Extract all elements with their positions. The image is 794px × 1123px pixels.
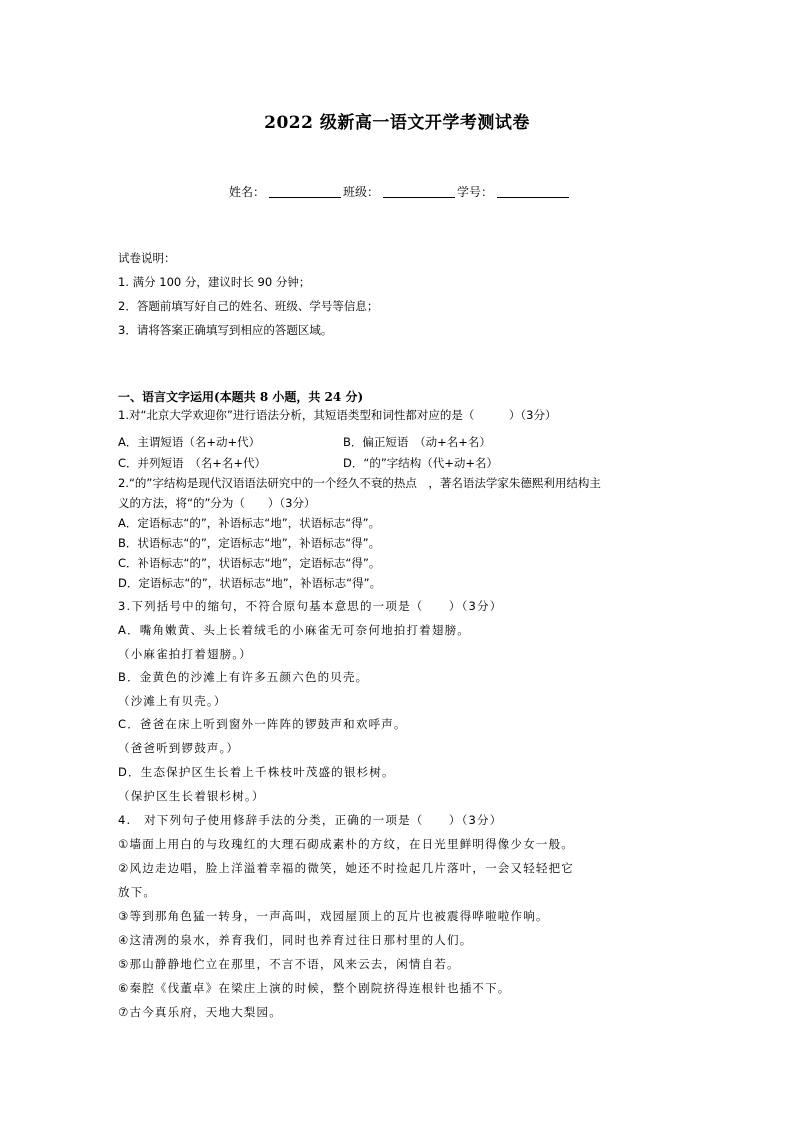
q1-option-d: D．“的”字结构（代+动+名） <box>343 456 499 470</box>
q2-stem-line1: 2.“的”字结构是现代汉语语法研究中的一个经久不衰的热点 ，著名语法学家朱德熙利用结构主 <box>118 476 601 490</box>
q3-option-d: D．生态保护区生长着上千株枝叶茂盛的银杉树。 <box>118 765 395 779</box>
q2-option-a: A．定语标志“的”，补语标志“地”，状语标志“得”。 <box>118 516 381 530</box>
class-label: 班级： <box>343 185 380 199</box>
note-item: 1. 满分 100 分，建议时长 90 分钟； <box>118 275 311 289</box>
note-item: 3．请将答案正确填写到相应的答题区域。 <box>118 323 333 337</box>
notes-heading: 试卷说明： <box>118 251 176 265</box>
student-info-line <box>229 183 571 200</box>
q4-sentence-1: ①墙面上用白的与玫瑰红的大理石砌成素朴的方纹，在日光里鲜明得像少女一般。 <box>118 837 575 851</box>
q3-option-c: C．爸爸在床上听到窗外一阵阵的锣鼓声和欢呼声。 <box>118 717 407 731</box>
q3-option-d-shortened: （保护区生长着银杉树。） <box>118 789 265 803</box>
exam-title: 2022 级新高一语文开学考测试卷 <box>264 113 530 133</box>
q2-option-d: D．定语标志“的”，状语标志“地”，补语标志“得”。 <box>118 576 382 590</box>
id-blank[interactable] <box>497 185 569 198</box>
q4-sentence-4: ④这清冽的泉水，养育我们，同时也养育过往日那村里的人们。 <box>118 933 473 947</box>
id-label: 学号： <box>457 185 494 199</box>
q1-option-a: A．主谓短语（名+动+代） <box>118 435 261 449</box>
q4-stem: 4. 对下列句子使用修辞手法的分类，正确的一项是（ ）（3分） <box>118 813 503 827</box>
q4-sentence-3: ③等到那角色猛一转身，一声高叫，戏园屋顶上的瓦片也被震得哗啦啦作响。 <box>118 909 549 923</box>
q2-option-b: B．状语标志“的”，定语标志“地”，补语标志“得”。 <box>118 536 381 550</box>
q2-option-c: C．补语标志“的”，状语标志“地”，定语标志“得”。 <box>118 556 381 570</box>
q3-option-a: A．嘴角嫩黄、头上长着绒毛的小麻雀无可奈何地拍打着翅膀。 <box>118 623 470 637</box>
q3-option-c-shortened: （爸爸听到锣鼓声。） <box>118 741 240 755</box>
q4-sentence-7: ⑦古今真乐府，天地大梨园。 <box>118 1005 282 1019</box>
q2-stem-line2: 义的方法，将“的”分为（ ）（3分） <box>118 496 316 510</box>
q3-stem: 3.下列括号中的缩句，不符合原句基本意思的一项是（ ）（3分） <box>118 599 503 613</box>
note-item: 2．答题前填写好自己的姓名、班级、学号等信息； <box>118 299 379 313</box>
q4-sentence-6: ⑥秦腔《伐董卓》在梁庄上演的时候，整个剧院挤得连根针也插不下。 <box>118 981 511 995</box>
q1-option-c: C．并列短语 （名+名+代） <box>118 456 267 470</box>
q3-option-b-shortened: （沙滩上有贝壳。） <box>118 694 227 708</box>
q4-sentence-2: ②风边走边唱，脸上洋溢着幸福的微笑，她还不时捡起几片落叶，一会又轻轻把它 <box>118 861 575 875</box>
name-label: 姓名： <box>229 185 266 199</box>
section-title: 一、语言文字运用(本题共 8 小题，共 24 分) <box>118 390 364 404</box>
q4-sentence-2-cont: 放下。 <box>118 885 157 899</box>
name-blank[interactable] <box>269 185 341 198</box>
q1-option-b: B．偏正短语 （动+名+名） <box>343 435 491 449</box>
q1-stem: 1.对“北京大学欢迎你”进行语法分析，其短语类型和词性都对应的是（ ）（3分） <box>118 408 557 422</box>
q3-option-a-shortened: （小麻雀拍打着翅膀。） <box>118 647 252 661</box>
class-blank[interactable] <box>383 185 455 198</box>
q4-sentence-5: ⑤那山静静地伫立在那里，不言不语，风来云去，闲情自若。 <box>118 957 460 971</box>
exam-notes <box>118 249 688 339</box>
q3-option-b: B．金黄色的沙滩上有许多五颜六色的贝壳。 <box>118 670 369 684</box>
